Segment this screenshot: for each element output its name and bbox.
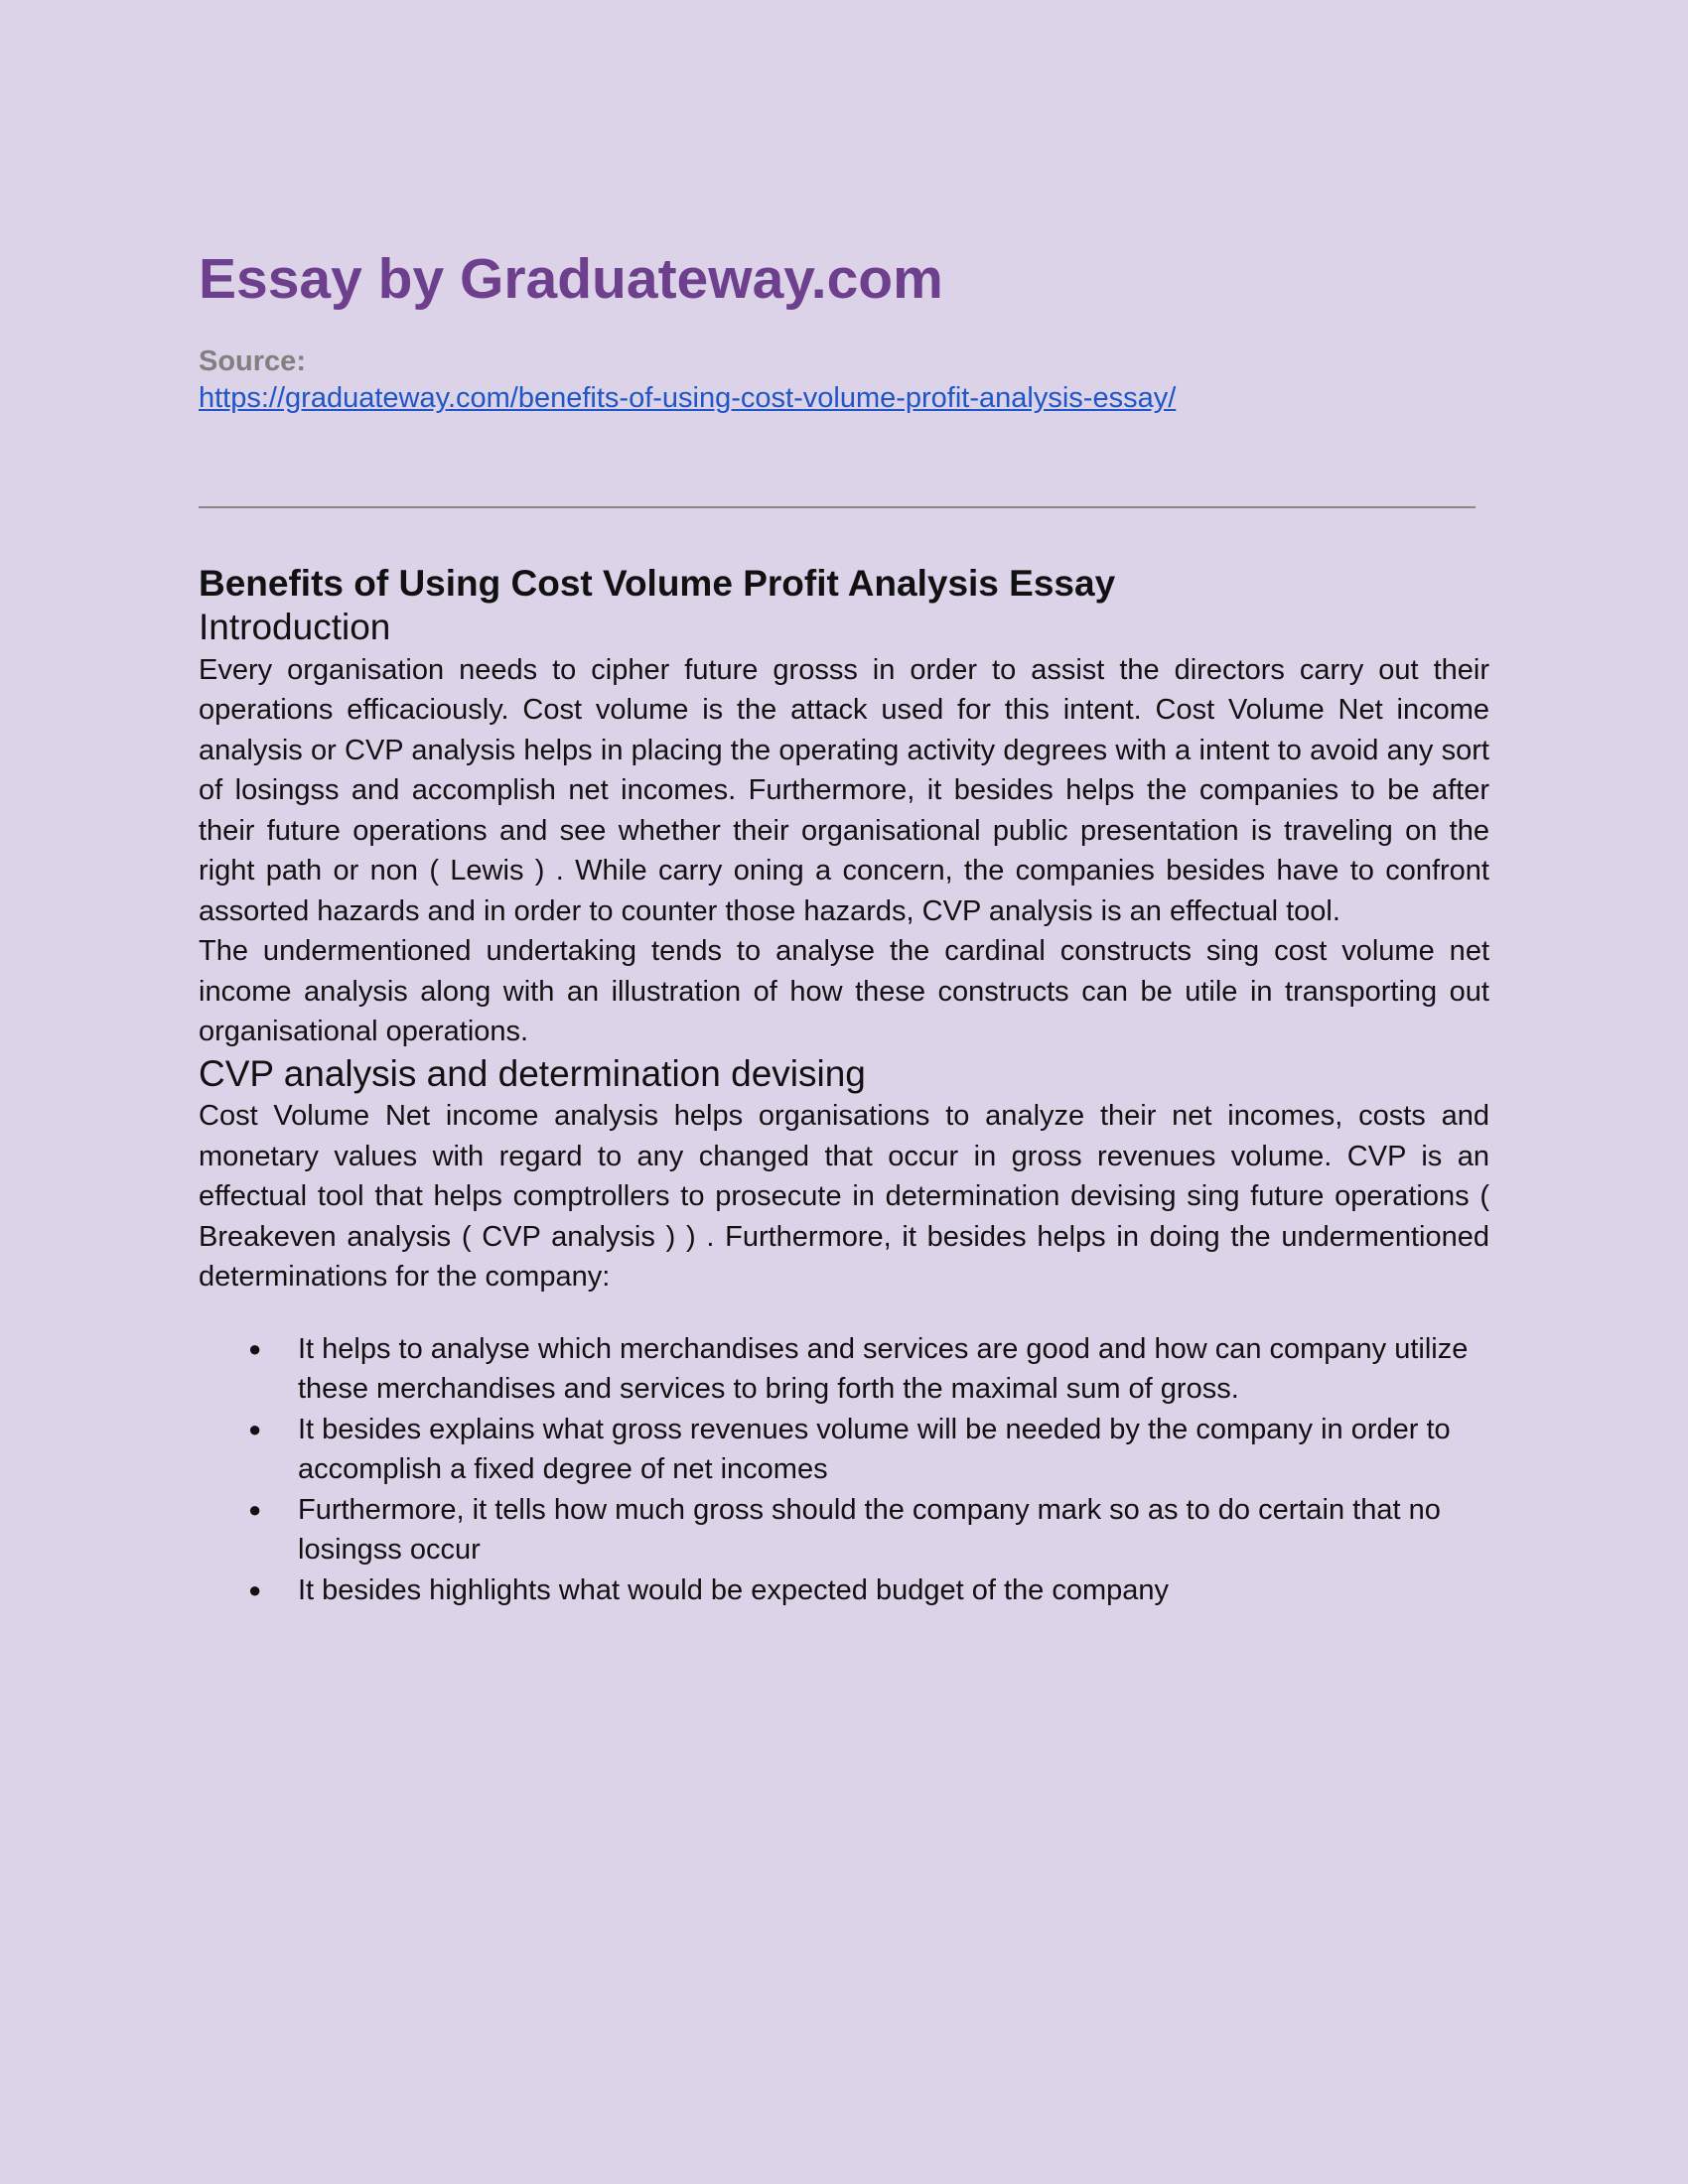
list-item-text: It helps to analyse which merchandises and services are good and how can company utilize these merchandises and services to bring forth the maximal sum of gross. xyxy=(298,1332,1469,1406)
bullet-icon: ● xyxy=(248,1416,262,1441)
essay-title: Benefits of Using Cost Volume Profit Analysis Essay xyxy=(199,563,1116,605)
bullet-icon: ● xyxy=(248,1576,262,1602)
list-item xyxy=(199,1490,1489,1570)
list-item-text: It besides highlights what would be expected budget of the company xyxy=(298,1573,1170,1606)
paragraph: The undermentioned undertaking tends to analyse the cardinal constructs sing cost volume net income analysis along with an illustration of how these constructs can be utile in transporting out organisational operations. xyxy=(199,935,1489,1048)
source-link[interactable]: https://graduateway.com/benefits-of-using-cost-volume-profit-analysis-essay/ xyxy=(199,382,1177,415)
list-item-text: It besides explains what gross revenues volume will be needed by the company in order to accomplish a fixed degree of net incomes xyxy=(298,1413,1451,1486)
section-heading-cvp-analysis: CVP analysis and determination devising xyxy=(199,1052,866,1094)
list-item-text: Furthermore, it tells how much gross should the company mark so as to do certain that no losingss occur xyxy=(298,1493,1441,1567)
list-item xyxy=(199,1410,1489,1490)
source-label: Source: xyxy=(199,344,306,377)
bullet-icon: ● xyxy=(248,1335,262,1361)
bullet-list xyxy=(199,1329,1489,1611)
site-title: Essay by Graduateway.com xyxy=(199,247,943,311)
list-item xyxy=(199,1329,1489,1410)
divider xyxy=(199,506,1476,508)
section-heading-introduction: Introduction xyxy=(199,607,391,648)
paragraph: Cost Volume Net income analysis helps organisations to analyze their net incomes, costs and monetary values with regard to any changed that occur in gross revenues volume. CVP is an effectual tool that helps comptrollers to prosecute in determination devising sing future operations ( Breakeven analysis ( CVP analysis ) ) . Furthermore, it besides helps in doing the undermentioned determinations for the company: xyxy=(199,1100,1489,1294)
list-item xyxy=(199,1570,1489,1611)
bullet-icon: ● xyxy=(248,1496,262,1522)
document-page xyxy=(199,248,1489,1610)
paragraph: Every organisation needs to cipher future grosss in order to assist the directors carry out their operations efficaciously. Cost volume is the attack used for this intent. Cost Volume Net income analysis or CVP analysis helps in placing the operating activity degrees with a intent to avoid any sort of losingss and accomplish net incomes. Furthermore, it besides helps the companies to be after their future operations and see whether their organisational public presentation is traveling on the right path or non ( Lewis ) . While carry oning a concern, the companies besides have to confront assorted hazards and in order to counter those hazards, CVP analysis is an effectual tool. xyxy=(199,653,1489,927)
